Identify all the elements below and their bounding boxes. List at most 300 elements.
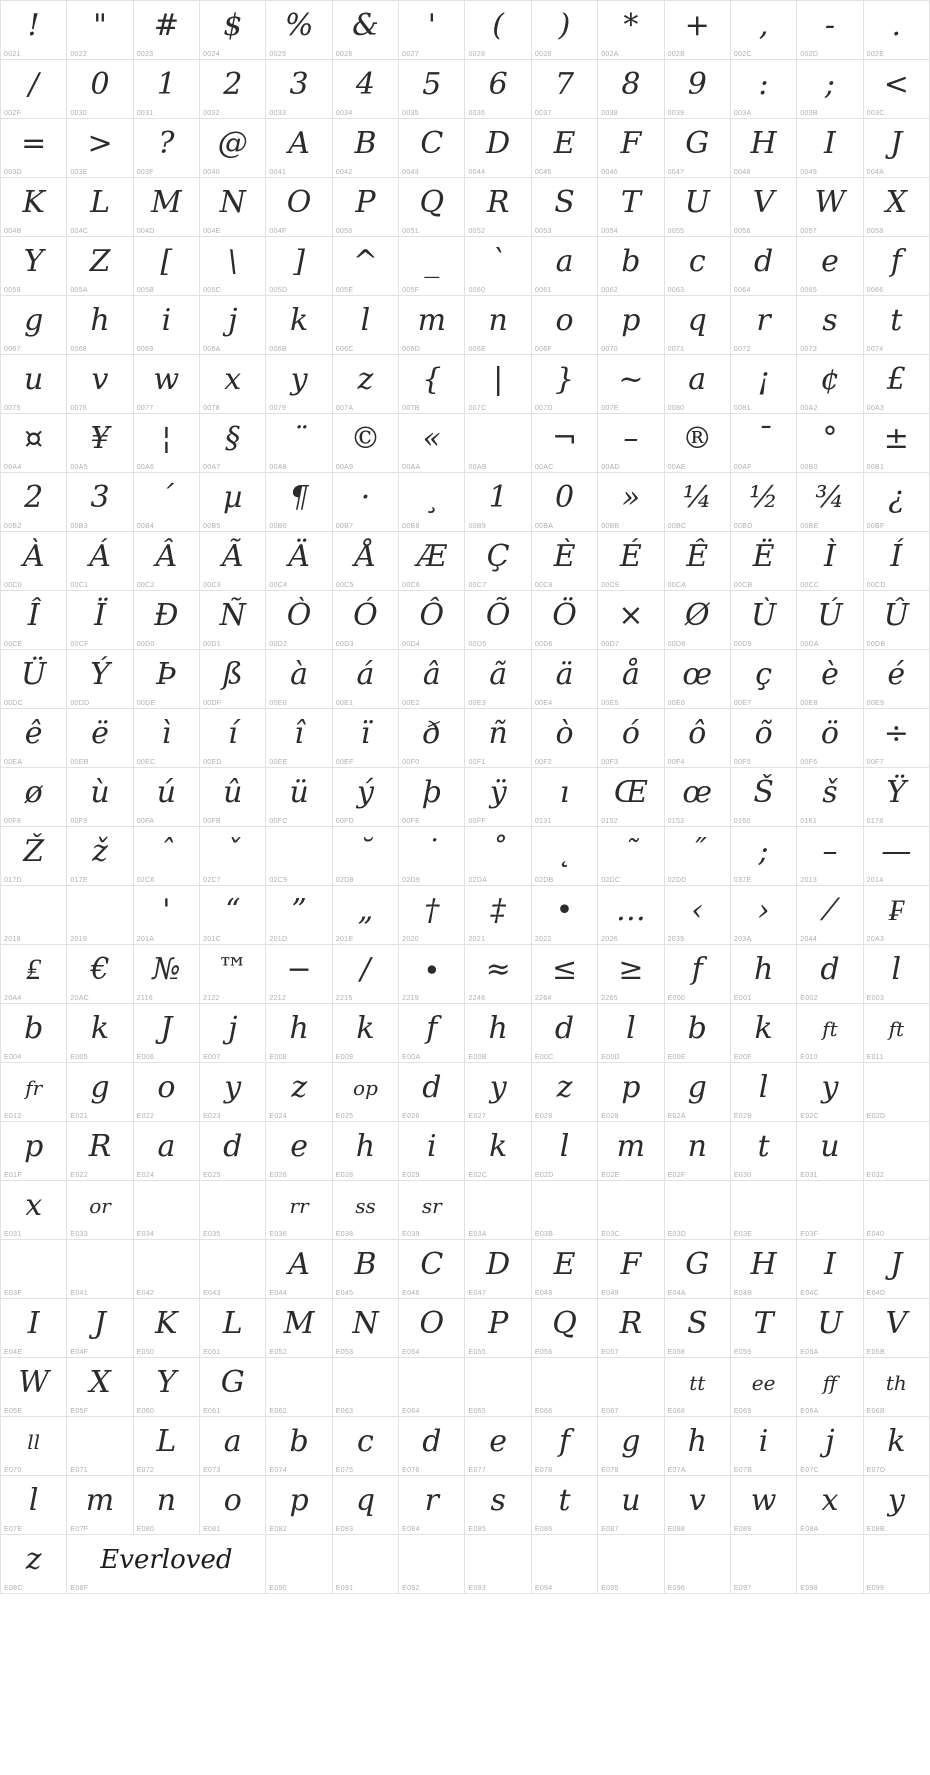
- glyph-cell[interactable]: [532, 1476, 598, 1535]
- glyph-cell[interactable]: [864, 296, 930, 355]
- glyph-cell[interactable]: [731, 1181, 797, 1240]
- glyph-cell[interactable]: [465, 60, 531, 119]
- glyph-cell[interactable]: [797, 886, 863, 945]
- glyph-cell[interactable]: [665, 945, 731, 1004]
- glyph-cell[interactable]: [399, 768, 465, 827]
- glyph-cell[interactable]: [266, 1417, 332, 1476]
- glyph-cell[interactable]: [465, 296, 531, 355]
- glyph-cell[interactable]: [532, 237, 598, 296]
- glyph-cell[interactable]: [399, 1, 465, 60]
- glyph-cell[interactable]: [797, 945, 863, 1004]
- glyph-cell[interactable]: [598, 296, 664, 355]
- glyph-cell[interactable]: [465, 1181, 531, 1240]
- glyph-cell[interactable]: [598, 1063, 664, 1122]
- glyph-cell[interactable]: [67, 1417, 133, 1476]
- glyph-cell[interactable]: [266, 827, 332, 886]
- glyph-cell[interactable]: [333, 178, 399, 237]
- glyph-cell[interactable]: [134, 650, 200, 709]
- glyph-cell[interactable]: [665, 1063, 731, 1122]
- glyph-cell[interactable]: [797, 532, 863, 591]
- glyph-cell[interactable]: [665, 178, 731, 237]
- glyph-cell[interactable]: [333, 119, 399, 178]
- glyph-cell[interactable]: [864, 768, 930, 827]
- glyph-cell[interactable]: [665, 1358, 731, 1417]
- glyph-cell[interactable]: [134, 1476, 200, 1535]
- glyph-cell[interactable]: [200, 1063, 266, 1122]
- glyph-cell[interactable]: [864, 178, 930, 237]
- glyph-cell[interactable]: [665, 768, 731, 827]
- glyph-cell[interactable]: [266, 1181, 332, 1240]
- glyph-cell[interactable]: [67, 1, 133, 60]
- glyph-cell[interactable]: [266, 1063, 332, 1122]
- glyph-cell[interactable]: [134, 591, 200, 650]
- glyph-cell[interactable]: [797, 296, 863, 355]
- glyph-cell[interactable]: [266, 1299, 332, 1358]
- glyph-cell[interactable]: [1, 591, 67, 650]
- glyph-cell[interactable]: [134, 1, 200, 60]
- glyph-cell[interactable]: [266, 414, 332, 473]
- glyph-cell[interactable]: [200, 532, 266, 591]
- glyph-cell[interactable]: [333, 1476, 399, 1535]
- glyph-cell[interactable]: [864, 827, 930, 886]
- glyph-cell[interactable]: [1, 473, 67, 532]
- glyph-cell[interactable]: [731, 886, 797, 945]
- glyph-cell[interactable]: [266, 1535, 332, 1594]
- glyph-cell[interactable]: [266, 532, 332, 591]
- glyph-cell[interactable]: [665, 60, 731, 119]
- glyph-cell[interactable]: [532, 355, 598, 414]
- glyph-cell[interactable]: [200, 1417, 266, 1476]
- glyph-cell[interactable]: [532, 591, 598, 650]
- glyph-cell[interactable]: [731, 355, 797, 414]
- glyph-cell[interactable]: [665, 886, 731, 945]
- glyph-cell[interactable]: [134, 1122, 200, 1181]
- glyph-cell[interactable]: [598, 1181, 664, 1240]
- glyph-cell[interactable]: [465, 945, 531, 1004]
- glyph-cell[interactable]: [864, 1122, 930, 1181]
- glyph-cell[interactable]: [864, 945, 930, 1004]
- glyph-cell[interactable]: [532, 1358, 598, 1417]
- glyph-cell[interactable]: [797, 1181, 863, 1240]
- glyph-cell[interactable]: [1, 1358, 67, 1417]
- glyph-cell[interactable]: [266, 60, 332, 119]
- glyph-cell[interactable]: [134, 119, 200, 178]
- glyph-cell[interactable]: [266, 1476, 332, 1535]
- glyph-cell[interactable]: [797, 1417, 863, 1476]
- glyph-cell[interactable]: [665, 1240, 731, 1299]
- glyph-cell[interactable]: [797, 1299, 863, 1358]
- glyph-cell[interactable]: [465, 591, 531, 650]
- glyph-cell[interactable]: [333, 414, 399, 473]
- glyph-cell[interactable]: [200, 1476, 266, 1535]
- glyph-cell[interactable]: [1, 532, 67, 591]
- glyph-cell[interactable]: [465, 886, 531, 945]
- glyph-cell[interactable]: [864, 355, 930, 414]
- glyph-cell[interactable]: [864, 650, 930, 709]
- glyph-cell[interactable]: [333, 945, 399, 1004]
- glyph-cell[interactable]: [731, 827, 797, 886]
- glyph-cell[interactable]: [465, 1476, 531, 1535]
- glyph-cell[interactable]: [864, 709, 930, 768]
- glyph-cell[interactable]: [665, 119, 731, 178]
- glyph-cell[interactable]: [532, 709, 598, 768]
- glyph-cell[interactable]: [266, 1358, 332, 1417]
- glyph-cell[interactable]: [134, 414, 200, 473]
- glyph-cell[interactable]: [266, 178, 332, 237]
- glyph-cell[interactable]: [333, 296, 399, 355]
- glyph-cell[interactable]: [598, 768, 664, 827]
- glyph-cell[interactable]: [665, 1, 731, 60]
- glyph-cell[interactable]: [864, 119, 930, 178]
- glyph-cell[interactable]: [797, 1122, 863, 1181]
- glyph-cell[interactable]: [399, 1358, 465, 1417]
- glyph-cell[interactable]: [333, 827, 399, 886]
- glyph-cell[interactable]: [797, 1476, 863, 1535]
- glyph-cell[interactable]: [465, 237, 531, 296]
- glyph-cell[interactable]: [532, 178, 598, 237]
- glyph-cell[interactable]: [399, 1476, 465, 1535]
- glyph-cell[interactable]: [134, 532, 200, 591]
- glyph-cell[interactable]: [200, 1240, 266, 1299]
- glyph-cell[interactable]: [1, 296, 67, 355]
- glyph-cell[interactable]: [333, 1004, 399, 1063]
- glyph-cell[interactable]: [200, 1181, 266, 1240]
- glyph-cell[interactable]: [67, 60, 133, 119]
- glyph-cell[interactable]: [67, 886, 133, 945]
- glyph-cell[interactable]: [465, 768, 531, 827]
- glyph-cell[interactable]: [731, 1358, 797, 1417]
- glyph-cell[interactable]: [399, 60, 465, 119]
- glyph-cell[interactable]: [333, 650, 399, 709]
- glyph-cell[interactable]: [399, 827, 465, 886]
- glyph-cell[interactable]: [465, 414, 531, 473]
- glyph-cell[interactable]: [731, 1299, 797, 1358]
- glyph-cell[interactable]: [134, 1299, 200, 1358]
- glyph-cell[interactable]: [797, 709, 863, 768]
- glyph-cell[interactable]: [399, 1063, 465, 1122]
- glyph-cell[interactable]: [532, 886, 598, 945]
- glyph-cell[interactable]: [532, 1063, 598, 1122]
- glyph-cell[interactable]: [266, 119, 332, 178]
- glyph-cell[interactable]: [864, 532, 930, 591]
- glyph-cell[interactable]: [731, 119, 797, 178]
- glyph-cell[interactable]: [399, 945, 465, 1004]
- glyph-cell[interactable]: [200, 650, 266, 709]
- glyph-cell[interactable]: [665, 473, 731, 532]
- glyph-cell[interactable]: [333, 1063, 399, 1122]
- glyph-cell[interactable]: [598, 119, 664, 178]
- glyph-cell[interactable]: [797, 237, 863, 296]
- glyph-cell[interactable]: [665, 1417, 731, 1476]
- glyph-cell[interactable]: [598, 355, 664, 414]
- glyph-cell[interactable]: [665, 1476, 731, 1535]
- glyph-cell[interactable]: [1, 1063, 67, 1122]
- glyph-cell[interactable]: [333, 1122, 399, 1181]
- glyph-cell[interactable]: [864, 1004, 930, 1063]
- glyph-cell[interactable]: [200, 768, 266, 827]
- glyph-cell[interactable]: [333, 1535, 399, 1594]
- glyph-cell[interactable]: [67, 1299, 133, 1358]
- glyph-cell[interactable]: [532, 119, 598, 178]
- glyph-cell[interactable]: [200, 355, 266, 414]
- glyph-cell[interactable]: [465, 1063, 531, 1122]
- glyph-cell[interactable]: [532, 1181, 598, 1240]
- glyph-cell[interactable]: [598, 945, 664, 1004]
- glyph-cell[interactable]: [1, 355, 67, 414]
- glyph-cell[interactable]: [399, 178, 465, 237]
- glyph-cell[interactable]: [665, 1122, 731, 1181]
- glyph-cell[interactable]: [598, 60, 664, 119]
- glyph-cell[interactable]: [399, 119, 465, 178]
- glyph-cell[interactable]: [532, 1535, 598, 1594]
- glyph-cell[interactable]: [67, 1358, 133, 1417]
- glyph-cell[interactable]: [399, 237, 465, 296]
- glyph-cell[interactable]: [67, 1535, 266, 1594]
- glyph-cell[interactable]: [266, 355, 332, 414]
- glyph-cell[interactable]: [598, 591, 664, 650]
- glyph-cell[interactable]: [399, 1122, 465, 1181]
- glyph-cell[interactable]: [134, 827, 200, 886]
- glyph-cell[interactable]: [67, 827, 133, 886]
- glyph-cell[interactable]: [67, 709, 133, 768]
- glyph-cell[interactable]: [864, 60, 930, 119]
- glyph-cell[interactable]: [399, 414, 465, 473]
- glyph-cell[interactable]: [665, 296, 731, 355]
- glyph-cell[interactable]: [797, 1240, 863, 1299]
- glyph-cell[interactable]: [731, 650, 797, 709]
- glyph-cell[interactable]: [333, 1417, 399, 1476]
- glyph-cell[interactable]: [665, 827, 731, 886]
- glyph-cell[interactable]: [465, 178, 531, 237]
- glyph-cell[interactable]: [731, 1004, 797, 1063]
- glyph-cell[interactable]: [134, 1004, 200, 1063]
- glyph-cell[interactable]: [333, 532, 399, 591]
- glyph-cell[interactable]: [598, 886, 664, 945]
- glyph-cell[interactable]: [333, 1181, 399, 1240]
- glyph-cell[interactable]: [1, 414, 67, 473]
- glyph-cell[interactable]: [665, 709, 731, 768]
- glyph-cell[interactable]: [731, 1, 797, 60]
- glyph-cell[interactable]: [399, 709, 465, 768]
- glyph-cell[interactable]: [1, 827, 67, 886]
- glyph-cell[interactable]: [333, 591, 399, 650]
- glyph-cell[interactable]: [532, 1, 598, 60]
- glyph-cell[interactable]: [665, 237, 731, 296]
- glyph-cell[interactable]: [67, 1063, 133, 1122]
- glyph-cell[interactable]: [465, 709, 531, 768]
- glyph-cell[interactable]: [1, 1, 67, 60]
- glyph-cell[interactable]: [665, 1181, 731, 1240]
- glyph-cell[interactable]: [665, 1004, 731, 1063]
- glyph-cell[interactable]: [1, 1240, 67, 1299]
- glyph-cell[interactable]: [333, 1358, 399, 1417]
- glyph-cell[interactable]: [67, 945, 133, 1004]
- glyph-cell[interactable]: [200, 178, 266, 237]
- glyph-cell[interactable]: [200, 1, 266, 60]
- glyph-cell[interactable]: [797, 1535, 863, 1594]
- glyph-cell[interactable]: [134, 1417, 200, 1476]
- glyph-cell[interactable]: [465, 473, 531, 532]
- glyph-cell[interactable]: [67, 414, 133, 473]
- glyph-cell[interactable]: [200, 119, 266, 178]
- glyph-cell[interactable]: [1, 1004, 67, 1063]
- glyph-cell[interactable]: [200, 60, 266, 119]
- glyph-cell[interactable]: [665, 591, 731, 650]
- glyph-cell[interactable]: [797, 414, 863, 473]
- glyph-cell[interactable]: [797, 178, 863, 237]
- glyph-cell[interactable]: [399, 650, 465, 709]
- glyph-cell[interactable]: [399, 355, 465, 414]
- glyph-cell[interactable]: [731, 60, 797, 119]
- glyph-cell[interactable]: [134, 1358, 200, 1417]
- glyph-cell[interactable]: [333, 1240, 399, 1299]
- glyph-cell[interactable]: [532, 1240, 598, 1299]
- glyph-cell[interactable]: [200, 886, 266, 945]
- glyph-cell[interactable]: [864, 1299, 930, 1358]
- glyph-cell[interactable]: [67, 355, 133, 414]
- glyph-cell[interactable]: [200, 1004, 266, 1063]
- glyph-cell[interactable]: [598, 414, 664, 473]
- glyph-cell[interactable]: [266, 1, 332, 60]
- glyph-cell[interactable]: [200, 473, 266, 532]
- glyph-cell[interactable]: [266, 650, 332, 709]
- glyph-cell[interactable]: [864, 1063, 930, 1122]
- glyph-cell[interactable]: [598, 1417, 664, 1476]
- glyph-cell[interactable]: [532, 532, 598, 591]
- glyph-cell[interactable]: [67, 473, 133, 532]
- glyph-cell[interactable]: [665, 414, 731, 473]
- glyph-cell[interactable]: [200, 709, 266, 768]
- glyph-cell[interactable]: [134, 768, 200, 827]
- glyph-cell[interactable]: [67, 532, 133, 591]
- glyph-cell[interactable]: [731, 178, 797, 237]
- glyph-cell[interactable]: [200, 945, 266, 1004]
- glyph-cell[interactable]: [465, 827, 531, 886]
- glyph-cell[interactable]: [465, 1240, 531, 1299]
- glyph-cell[interactable]: [399, 1417, 465, 1476]
- glyph-cell[interactable]: [864, 1535, 930, 1594]
- glyph-cell[interactable]: [67, 591, 133, 650]
- glyph-cell[interactable]: [266, 768, 332, 827]
- glyph-cell[interactable]: [532, 414, 598, 473]
- glyph-cell[interactable]: [1, 945, 67, 1004]
- glyph-cell[interactable]: [399, 1181, 465, 1240]
- glyph-cell[interactable]: [399, 296, 465, 355]
- glyph-cell[interactable]: [665, 1535, 731, 1594]
- glyph-cell[interactable]: [532, 473, 598, 532]
- glyph-cell[interactable]: [134, 886, 200, 945]
- glyph-cell[interactable]: [797, 60, 863, 119]
- glyph-cell[interactable]: [797, 768, 863, 827]
- glyph-cell[interactable]: [465, 650, 531, 709]
- glyph-cell[interactable]: [864, 1417, 930, 1476]
- glyph-cell[interactable]: [333, 886, 399, 945]
- glyph-cell[interactable]: [399, 886, 465, 945]
- glyph-cell[interactable]: [532, 768, 598, 827]
- glyph-cell[interactable]: [731, 1122, 797, 1181]
- glyph-cell[interactable]: [731, 591, 797, 650]
- glyph-cell[interactable]: [1, 178, 67, 237]
- glyph-cell[interactable]: [797, 473, 863, 532]
- glyph-cell[interactable]: [67, 650, 133, 709]
- glyph-cell[interactable]: [665, 355, 731, 414]
- glyph-cell[interactable]: [266, 591, 332, 650]
- glyph-cell[interactable]: [399, 1240, 465, 1299]
- glyph-cell[interactable]: [1, 1122, 67, 1181]
- glyph-cell[interactable]: [399, 591, 465, 650]
- glyph-cell[interactable]: [134, 709, 200, 768]
- glyph-cell[interactable]: [399, 1004, 465, 1063]
- glyph-cell[interactable]: [1, 60, 67, 119]
- glyph-cell[interactable]: [134, 237, 200, 296]
- glyph-cell[interactable]: [399, 473, 465, 532]
- glyph-cell[interactable]: [1, 119, 67, 178]
- glyph-cell[interactable]: [465, 1358, 531, 1417]
- glyph-cell[interactable]: [67, 178, 133, 237]
- glyph-cell[interactable]: [465, 119, 531, 178]
- glyph-cell[interactable]: [598, 827, 664, 886]
- glyph-cell[interactable]: [134, 355, 200, 414]
- glyph-cell[interactable]: [200, 1358, 266, 1417]
- glyph-cell[interactable]: [67, 1004, 133, 1063]
- glyph-cell[interactable]: [665, 650, 731, 709]
- glyph-cell[interactable]: [333, 355, 399, 414]
- glyph-cell[interactable]: [864, 237, 930, 296]
- glyph-cell[interactable]: [200, 414, 266, 473]
- glyph-cell[interactable]: [598, 1, 664, 60]
- glyph-cell[interactable]: [134, 296, 200, 355]
- glyph-cell[interactable]: [200, 1122, 266, 1181]
- glyph-cell[interactable]: [598, 1122, 664, 1181]
- glyph-cell[interactable]: [67, 119, 133, 178]
- glyph-cell[interactable]: [797, 1004, 863, 1063]
- glyph-cell[interactable]: [1, 237, 67, 296]
- glyph-cell[interactable]: [532, 1004, 598, 1063]
- glyph-cell[interactable]: [266, 473, 332, 532]
- glyph-cell[interactable]: [532, 1299, 598, 1358]
- glyph-cell[interactable]: [333, 237, 399, 296]
- glyph-cell[interactable]: [200, 591, 266, 650]
- glyph-cell[interactable]: [1, 1299, 67, 1358]
- glyph-cell[interactable]: [797, 355, 863, 414]
- glyph-cell[interactable]: [797, 119, 863, 178]
- glyph-cell[interactable]: [1, 1535, 67, 1594]
- glyph-cell[interactable]: [333, 768, 399, 827]
- glyph-cell[interactable]: [665, 1299, 731, 1358]
- glyph-cell[interactable]: [731, 473, 797, 532]
- glyph-cell[interactable]: [731, 1535, 797, 1594]
- glyph-cell[interactable]: [333, 473, 399, 532]
- glyph-cell[interactable]: [731, 768, 797, 827]
- glyph-cell[interactable]: [598, 1240, 664, 1299]
- glyph-cell[interactable]: [67, 296, 133, 355]
- glyph-cell[interactable]: [266, 1240, 332, 1299]
- glyph-cell[interactable]: [864, 886, 930, 945]
- glyph-cell[interactable]: [333, 60, 399, 119]
- glyph-cell[interactable]: [532, 650, 598, 709]
- glyph-cell[interactable]: [598, 473, 664, 532]
- glyph-cell[interactable]: [598, 1004, 664, 1063]
- glyph-cell[interactable]: [134, 945, 200, 1004]
- glyph-cell[interactable]: [134, 473, 200, 532]
- glyph-cell[interactable]: [797, 650, 863, 709]
- glyph-cell[interactable]: [598, 1358, 664, 1417]
- glyph-cell[interactable]: [731, 296, 797, 355]
- glyph-cell[interactable]: [399, 532, 465, 591]
- glyph-cell[interactable]: [665, 532, 731, 591]
- glyph-cell[interactable]: [598, 650, 664, 709]
- glyph-cell[interactable]: [1, 709, 67, 768]
